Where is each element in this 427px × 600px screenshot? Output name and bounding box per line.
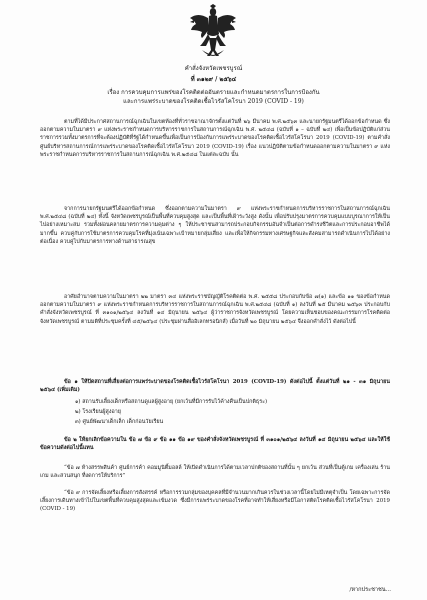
clause-1-item-3: ๓) ศูนย์พัฒนาเด็กเล็ก เด็กก่อนวัยเรียน [75, 419, 164, 425]
clause-2-quoted-item-9: “ข้อ ๙ การจัดเลี้ยงหรือเลี้ยงการสังสรรค์ หรือการรวมกลุ่มของบุคคลที่มีจำนวนมากเกินควรในช่วงเวลานี้โดยไม่มีเหตุจำเป็น โดยเฉพาะการจัดเลี้ยงการเดินทางเข้าไปในเขตพื้นที่ควบคุมสูงสุดและเข้มงวด ซึ่งมีการแพร่ระบาดของโรคที่อาจทำให้เสี่ยงหรือมีโอกาสติดโรคติดเชื้อไวรัสโคโรนา 2019 (COVID - 19) [40, 490, 390, 513]
paragraph-legal-authority: อาศัยอำนาจตามความในมาตรา ๒๒ มาตรา ๓๔ แห่งพระราชบัญญัติโรคติดต่อ พ.ศ. ๒๕๕๘ ประกอบกับข้อ ๗(๑) และข้อ ๑๑ ของข้อกำหนดออกตามความในมาตรา ๙ แห่งพระราชกำหนดการบริหารราชการในสถานการณ์ฉุกเฉิน พ.ศ.๒๕๔๘ (ฉบับที่ ๑) ลงวันที่ ๒๕ มีนาคม ๒๕๖๓ ประกอบกับคำสั่งจังหวัดเพชรบูรณ์ ที่ ๓๑๐๑/๒๕๖๔ ลงวันที่ ๑๔ มิถุนายน ๒๕๖๔ ผู้ว่าราชการจังหวัดเพชรบูรณ์ โดยความเห็นชอบของคณะกรรมการโรคติดต่อจังหวัดเพชรบูรณ์ ตามมติที่ประชุมครั้งที่ ๔๕/๒๕๖๔ (ประชุมผ่านสื่ออิเลกทรอนิกส์) เมื่อวันที่ ๒๐ มิถุนายน ๒๕๖๔ จึงออกคำสั่งไว้ ดังต่อไปนี้ [40, 294, 390, 325]
garuda-emblem-icon [188, 4, 238, 62]
issuing-authority: คำสั่งจังหวัดเพชรบูรณ์ [184, 65, 243, 72]
order-number: ที่ ๓๑๒๙ / ๒๕๖๔ [190, 76, 237, 83]
paragraph-rationale: จากการนายกรัฐมนตรีได้ออกข้อกำหนด ซึ่งออกตามความในมาตรา ๙ แห่งพระราชกำหนดการบริหารราชการในสถานการณ์ฉุกเฉิน พ.ศ.๒๕๔๘ (ฉบับที่ ๒๔) ทั้งนี้ จังหวัดเพชรบูรณ์เป็นพื้นที่ควบคุมสูงสุด และเป็นพื้นที่เฝ้าระวังสูง ดังนั้น เพื่อปรับปรุงมาตรการควบคุมแบบบูรณาการให้เป็นไปอย่างเหมาะสม รวมทั้งผ่อนคลายมาตรการความคุมต่าง ๆ ให้ประชาชนสามารถประกอบกิจกรรมอันจำเป็นต่อการดำรงชีวิตและการประกอบอาชีพได้มากขึ้น ควบคู่กับการใช้มาตรการควบคุมโรคที่มุ่งเน้นเฉพาะเป้าหมายกลุ่มเสี่ยง และเพื่อให้กิจกรรมทางเศรษฐกิจและสังคมสามารถดำเนินการไปได้อย่างต่อเนื่อง ควบคู่ไปกับมาตรการทางด้านสาธารณสุข [40, 206, 390, 245]
clause-2-quoted-item-7: “ข้อ ๗ ห้างสรรพสินค้า ศูนย์การค้า คอมมูนิตี้มอลล์ ให้เปิดดำเนินการได้ตามเวลาปกติของสถานที่นั้น ๆ ยกเว้น ส่วนที่เป็นตู้เกม เครื่องเล่น ร้านเกม และสวนสนุก ที่งดการให้บริการ” [40, 465, 390, 480]
clause-1-item-1: ๑) สถานรับเลี้ยงเด็กหรือสถานดูแลผู้สูงอายุ (ยกเว้นที่มีการรับไว้ค้างคืนเป็นปกติธุระ) [75, 399, 268, 405]
subject-line-1: เรื่อง การควบคุมการแพร่ของโรคติดต่ออันตรายและกำหนดมาตรการในการป้องกัน [107, 89, 320, 96]
clause-1-heading: ข้อ ๑ ให้ปิดสถานที่เสี่ยงต่อการแพร่ระบาดของโรคติดเชื้อไวรัสโคโรนา 2019 (COVID-19) ดังต่อไปนี้ ตั้งแต่วันที่ ๒๑ - ๓๑ มิถุนายน ๒๕๖๔ (เพิ่มเติม) [40, 379, 390, 394]
paragraph-background: ตามที่ได้มีประกาศสถานการณ์ฉุกเฉินในเขตท้องที่ทั่วราชอาณาจักรตั้งแต่วันที่ ๒๖ มีนาคม พ.ศ.๒๕๖๓ และนายกรัฐมนตรีได้ออกข้อกำหนด ซึ่งออกตามความในมาตรา ๙ แห่งพระราชกำหนดการบริหารราชการในสถานการณ์ฉุกเฉิน พ.ศ. ๒๕๔๘ (ฉบับที่ ๑ – ฉบับที่ ๒๔) เพื่อเป็นข้อปฏิบัติแก่ส่วนราชการรวมทั้งมาตรการที่จะต้องปฏิบัติที่รัฐได้กำหนดขึ้นเพื่อเป็นการป้องกันการแพร่ระบาดของโรคติดเชื้อไวรัสโคโรนา 2019 (COVID-19) ตามคำสั่งศูนย์บริหารสถานการณ์การแพร่ระบาดของโรคติดเชื้อไวรัสโคโรนา 2019 (COVID-19) เรื่อง แนวปฏิบัติตามข้อกำหนดออกตามความในมาตรา ๙ แห่งพระราชกำหนดการบริหารราชการในสถานการณ์ฉุกเฉิน พ.ศ.๒๕๔๘ ในแต่ละฉบับ นั้น [40, 119, 390, 158]
clause-2-heading: ข้อ ๒ ให้ยกเลิกข้อความใน ข้อ ๗ ข้อ ๙ ข้อ ๑๑ ข้อ ๑๙ ของคำสั่งจังหวัดเพชรบูรณ์ ที่ ๓๑๐๑/๒๕๖๔ ลงวันที่ ๑๔ มิถุนายน ๒๕๖๔ และให้ใช้ข้อความดังต่อไปนี้แทน [40, 437, 390, 452]
continue-marker: /หากประชาชน... [349, 587, 391, 593]
clause-1-item-2: ๒) โรงเรียนผู้สูงอายุ [75, 409, 121, 415]
subject-line-2: และการแพร่ระบาดของโรคติดเชื้อไวรัสโคโรนา 2019 (COVID - 19) [123, 98, 304, 105]
